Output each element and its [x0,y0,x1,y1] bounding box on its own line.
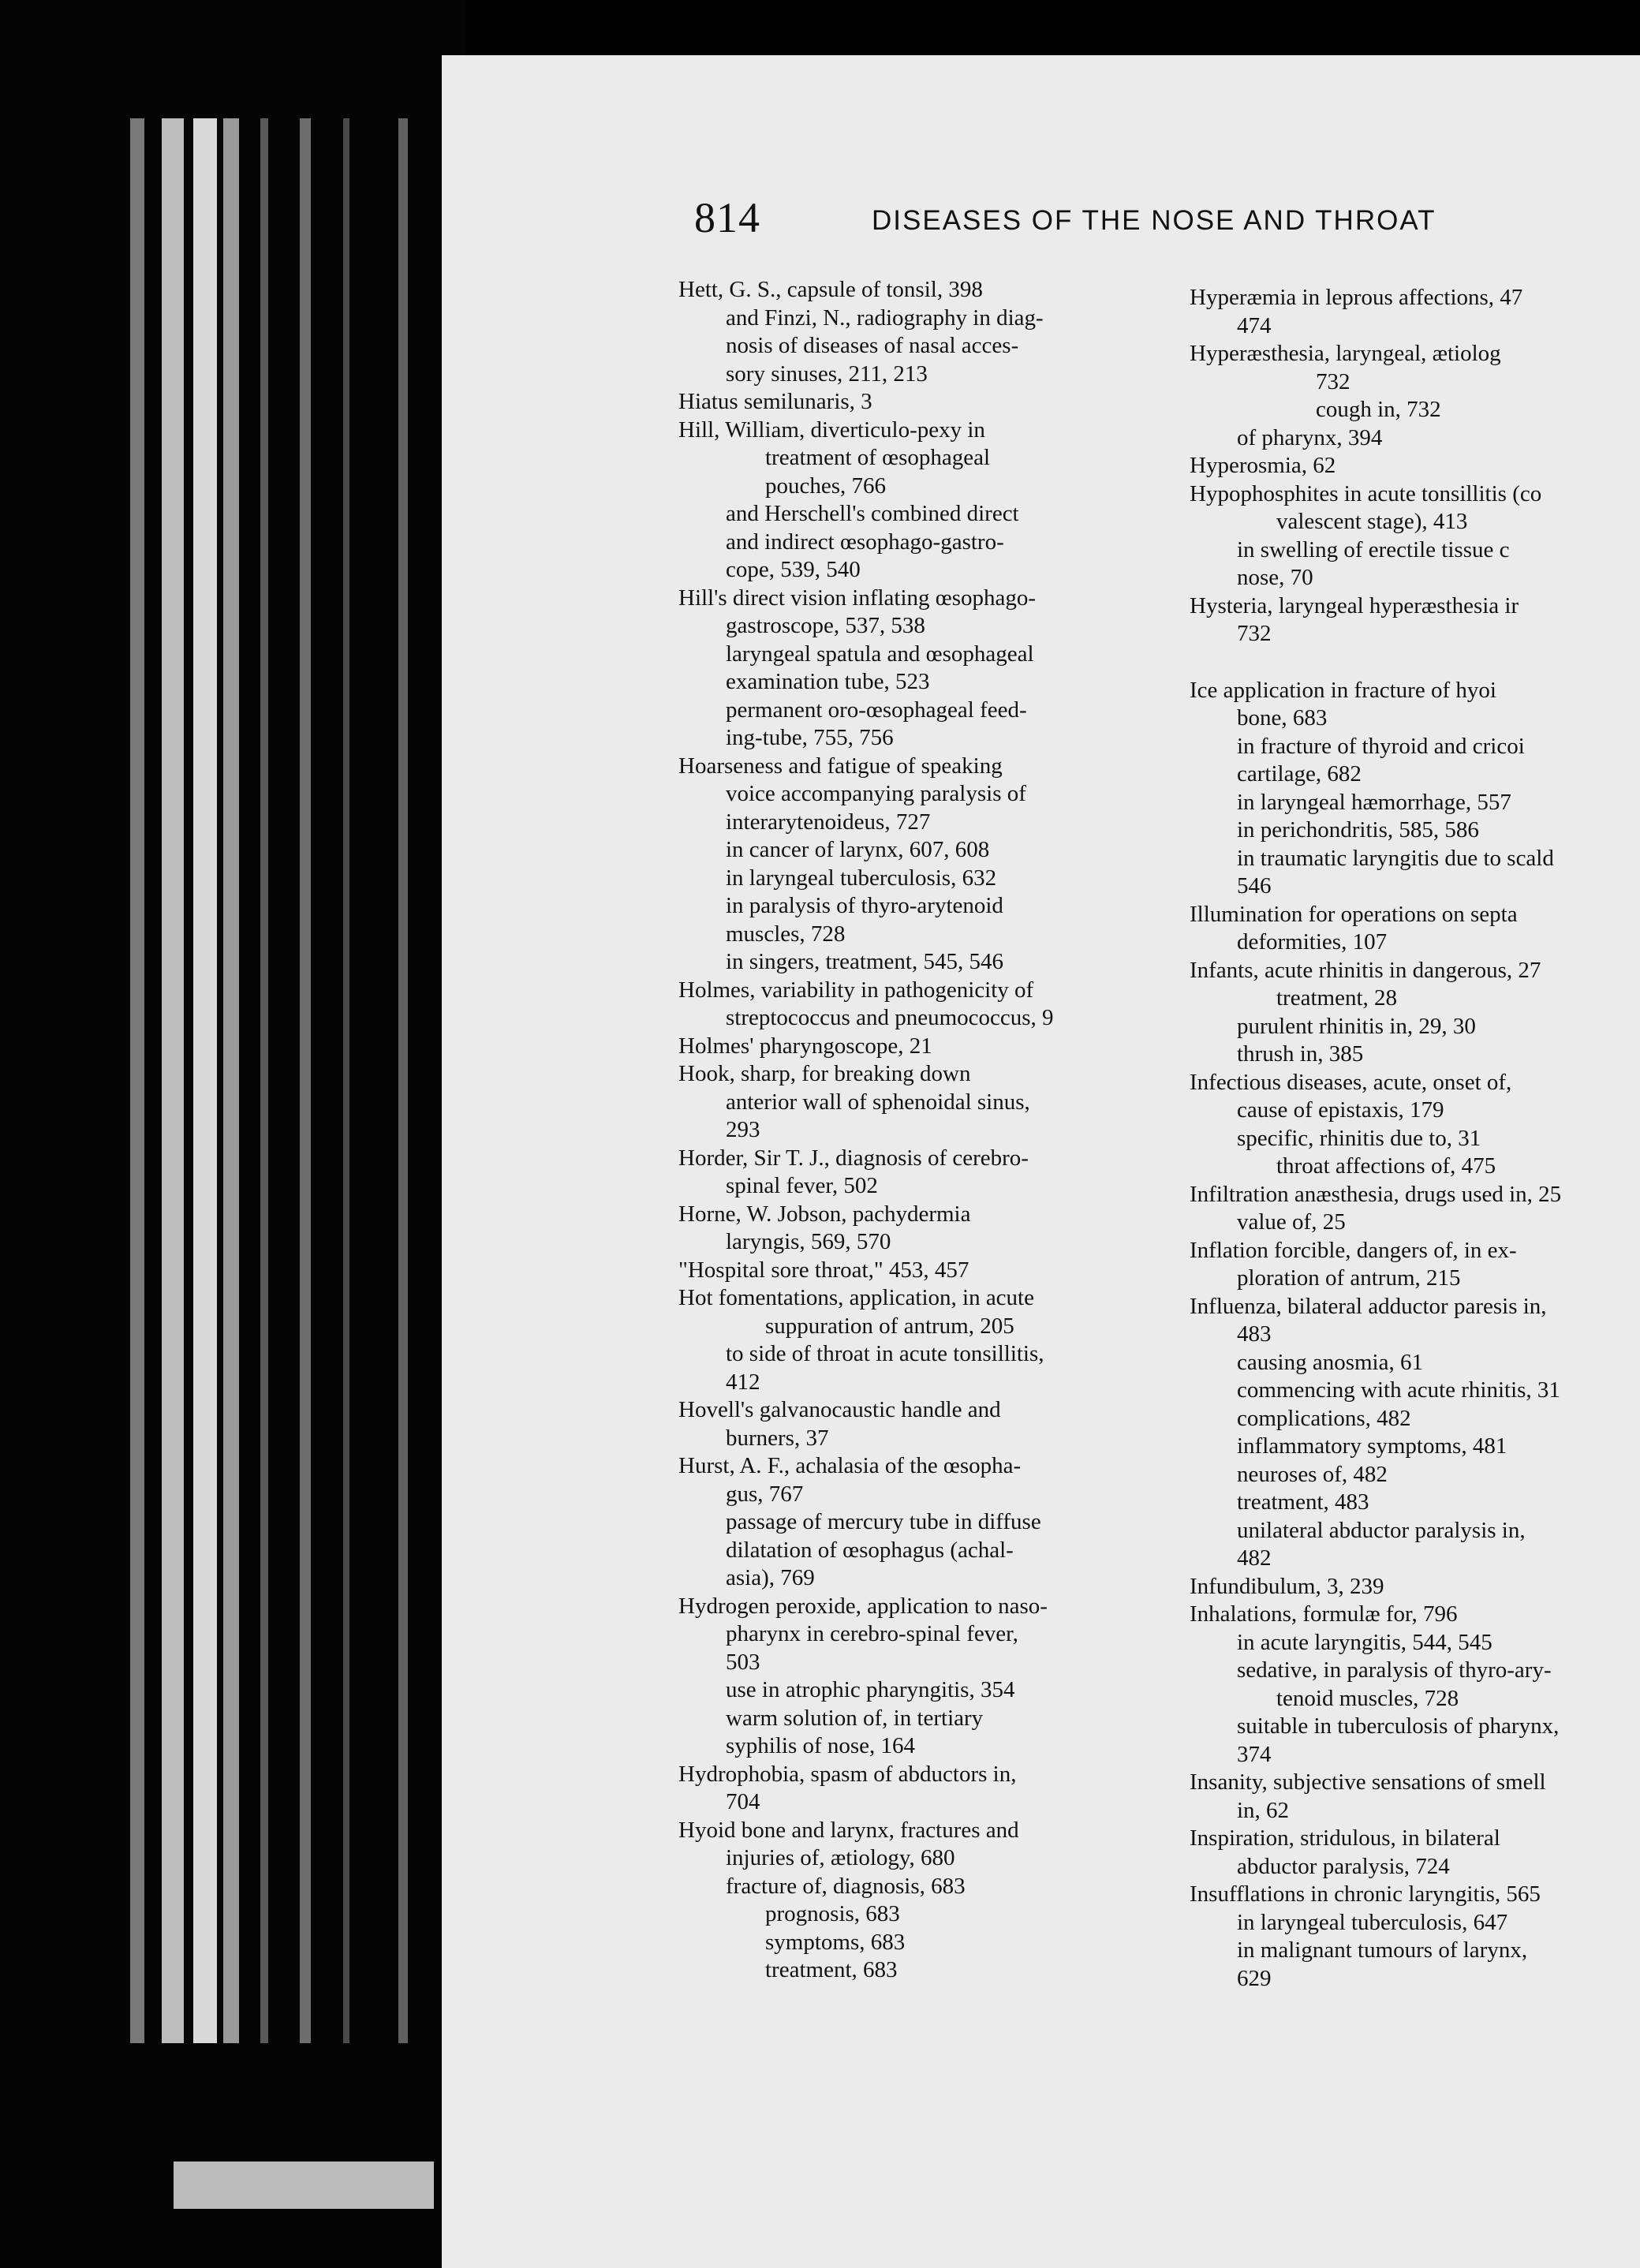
index-entry: Hot fomentations, application, in acute [678,1285,1034,1310]
index-subentry: valescent stage), 413 [1276,509,1468,534]
index-entry: Infiltration anæsthesia, drugs used in, 25 [1190,1181,1562,1207]
index-entry: Insanity, subjective sensations of smell [1190,1769,1546,1795]
index-entry: Hill's direct vision inflating œsophago- [678,585,1037,611]
index-subentry: pouches, 766 [765,473,887,499]
index-column-left [678,276,1120,1985]
index-subentry: 474 [1237,312,1272,338]
index-subentry: in acute laryngitis, 544, 545 [1237,1629,1492,1655]
index-subentry: permanent oro-œsophageal feed- [726,697,1027,723]
index-subentry: and indirect œsophago-gastro- [726,529,1004,555]
index-subentry: 704 [726,1789,760,1814]
book-page-edges [0,0,465,2268]
index-subentry: warm solution of, in tertiary [726,1705,984,1731]
index-subentry: streptococcus and pneumococcus, 9 [726,1005,1054,1030]
index-subentry: syphilis of nose, 164 [726,1733,916,1758]
index-subentry: in paralysis of thyro-arytenoid [726,893,1003,918]
index-subentry: fracture of, diagnosis, 683 [726,1873,966,1899]
index-subentry: of pharynx, 394 [1237,424,1383,450]
index-subentry: ploration of antrum, 215 [1237,1265,1461,1291]
index-entry: Horder, Sir T. J., diagnosis of cerebro- [678,1145,1029,1171]
page-edge [300,118,311,2043]
index-subentry: passage of mercury tube in diffuse [726,1509,1041,1534]
index-subentry: examination tube, 523 [726,669,930,694]
index-subentry: in laryngeal tuberculosis, 647 [1237,1909,1508,1935]
index-entry: Inspiration, stridulous, in bilateral [1190,1825,1500,1851]
index-subentry: muscles, 728 [726,921,846,947]
index-entry: Hyoid bone and larynx, fractures and [678,1817,1019,1843]
index-entry: Hook, sharp, for breaking down [678,1061,971,1086]
page-edge [343,118,349,2043]
index-subentry: in malignant tumours of larynx, [1237,1937,1528,1963]
index-subentry: symptoms, 683 [765,1929,906,1955]
page-edge [223,118,239,2043]
index-subentry: cartilage, 682 [1237,761,1362,787]
index-subentry: causing anosmia, 61 [1237,1349,1423,1375]
index-subentry: interarytenoideus, 727 [726,809,931,835]
index-entry: Hyperosmia, 62 [1190,453,1336,478]
index-entry: Horne, W. Jobson, pachydermia [678,1201,971,1227]
page-edge [193,118,217,2043]
index-subentry: 482 [1237,1545,1272,1571]
index-subentry: 412 [726,1369,760,1395]
index-subentry: treatment, 683 [765,1957,898,1982]
index-entry: Holmes, variability in pathogenicity of [678,977,1034,1003]
index-entry: Hurst, A. F., achalasia of the œsopha- [678,1453,1022,1478]
index-subentry: use in atrophic pharyngitis, 354 [726,1677,1015,1702]
index-subentry: deformities, 107 [1237,929,1388,955]
index-subentry: unilateral abductor paralysis in, [1237,1517,1526,1543]
index-entry: Inhalations, formulæ for, 796 [1190,1601,1458,1627]
index-subentry: injuries of, ætiology, 680 [726,1845,955,1870]
page-edge [260,118,268,2043]
index-entry: Ice application in fracture of hyoi [1190,677,1496,703]
index-subentry: cough in, 732 [1316,397,1441,422]
index-subentry: gastroscope, 537, 538 [726,613,925,638]
index-subentry: thrush in, 385 [1237,1041,1364,1067]
index-subentry: sory sinuses, 211, 213 [726,361,928,387]
index-subentry: to side of throat in acute tonsillitis, [726,1341,1044,1366]
index-subentry: in fracture of thyroid and cricoi [1237,733,1525,759]
index-subentry: sedative, in paralysis of thyro-ary- [1237,1657,1552,1683]
index-subentry: 374 [1237,1741,1272,1767]
index-subentry: in perichondritis, 585, 586 [1237,817,1479,843]
index-subentry: in laryngeal tuberculosis, 632 [726,865,997,891]
index-entry: Holmes' pharyngoscope, 21 [678,1033,932,1059]
page-edge [398,118,408,2043]
index-subentry: prognosis, 683 [765,1901,900,1926]
book-page [442,55,1640,2268]
index-subentry: suppuration of antrum, 205 [765,1313,1014,1339]
index-subentry: spinal fever, 502 [726,1173,878,1198]
index-entry: Influenza, bilateral adductor paresis in, [1190,1293,1547,1319]
index-entry: Hyperæsthesia, laryngeal, ætiolog [1190,341,1501,366]
index-column-right [1190,284,1640,1993]
index-subentry: and Finzi, N., radiography in diag- [726,305,1044,331]
index-subentry: commencing with acute rhinitis, 31 [1237,1377,1560,1403]
index-subentry: gus, 767 [726,1481,804,1507]
index-subentry: 503 [726,1649,760,1675]
index-subentry: suitable in tuberculosis of pharynx, [1237,1713,1560,1739]
index-entry: Hoarseness and fatigue of speaking [678,753,1003,779]
index-entry: Hett, G. S., capsule of tonsil, 398 [678,277,983,302]
index-entry: Insufflations in chronic laryngitis, 565 [1190,1881,1541,1907]
page-edge [130,118,144,2043]
index-subentry: inflammatory symptoms, 481 [1237,1433,1507,1459]
index-subentry: pharynx in cerebro-spinal fever, [726,1621,1018,1646]
index-subentry: complications, 482 [1237,1405,1411,1431]
index-entry: Inflation forcible, dangers of, in ex- [1190,1237,1517,1263]
index-subentry: value of, 25 [1237,1209,1346,1235]
index-subentry: treatment, 28 [1276,985,1398,1011]
page-edge-base [174,2162,434,2209]
index-subentry: dilatation of œsophagus (achal- [726,1537,1014,1563]
index-subentry: 546 [1237,873,1272,899]
index-subentry: tenoid muscles, 728 [1276,1685,1459,1711]
index-entry: Hysteria, laryngeal hyperæsthesia ir [1190,592,1519,618]
index-subentry: in, 62 [1237,1797,1290,1823]
index-subentry: cope, 539, 540 [726,557,861,582]
index-entry: Infants, acute rhinitis in dangerous, 27 [1190,957,1541,983]
index-subentry: treatment, 483 [1237,1489,1369,1515]
index-subentry: in swelling of erectile tissue c [1237,536,1510,562]
running-head: DISEASES OF THE NOSE AND THROAT [872,205,1436,236]
index-subentry: in singers, treatment, 545, 546 [726,949,1003,974]
section-gap [1190,648,1640,677]
index-subentry: bone, 683 [1237,705,1328,730]
index-subentry: neuroses of, 482 [1237,1461,1388,1487]
index-subentry: and Herschell's combined direct [726,501,1019,526]
index-subentry: burners, 37 [726,1425,829,1451]
index-subentry: 483 [1237,1321,1272,1347]
index-subentry: laryngeal spatula and œsophageal [726,641,1034,667]
index-entry: Infectious diseases, acute, onset of, [1190,1069,1512,1095]
page-edge [162,118,184,2043]
index-subentry: 732 [1316,368,1350,394]
index-entry: Hydrogen peroxide, application to naso- [678,1593,1048,1619]
page-number: 814 [694,194,760,241]
index-subentry: specific, rhinitis due to, 31 [1237,1125,1481,1151]
index-entry: "Hospital sore throat," 453, 457 [678,1257,969,1283]
index-entry: Hyperæmia in leprous affections, 47 [1190,285,1523,310]
index-subentry: ing-tube, 755, 756 [726,725,894,750]
index-subentry: treatment of œsophageal [765,445,991,470]
index-entry: Hypophosphites in acute tonsillitis (co [1190,480,1542,506]
index-subentry: 293 [726,1117,760,1142]
index-entry: Illumination for operations on septa [1190,901,1518,927]
index-subentry: purulent rhinitis in, 29, 30 [1237,1013,1476,1039]
index-subentry: in laryngeal hæmorrhage, 557 [1237,789,1511,815]
index-subentry: in cancer of larynx, 607, 608 [726,837,990,862]
index-subentry: 629 [1237,1965,1272,1991]
index-subentry: voice accompanying paralysis of [726,781,1026,806]
index-subentry: abductor paralysis, 724 [1237,1853,1450,1879]
index-subentry: nose, 70 [1237,565,1313,590]
index-subentry: 732 [1237,621,1272,646]
index-subentry: cause of epistaxis, 179 [1237,1097,1444,1123]
index-entry: Hiatus semilunaris, 3 [678,389,872,414]
index-subentry: laryngis, 569, 570 [726,1229,891,1254]
index-subentry: asia), 769 [726,1565,815,1590]
index-subentry: throat affections of, 475 [1276,1153,1496,1179]
index-entry: Hill, William, diverticulo-pexy in [678,417,985,443]
index-subentry: in traumatic laryngitis due to scald [1237,845,1554,871]
index-entry: Hydrophobia, spasm of abductors in, [678,1761,1017,1787]
index-entry: Hovell's galvanocaustic handle and [678,1397,1001,1422]
index-subentry: anterior wall of sphenoidal sinus, [726,1089,1030,1115]
index-entry: Infundibulum, 3, 239 [1190,1573,1384,1599]
index-subentry: nosis of diseases of nasal acces- [726,333,1019,358]
